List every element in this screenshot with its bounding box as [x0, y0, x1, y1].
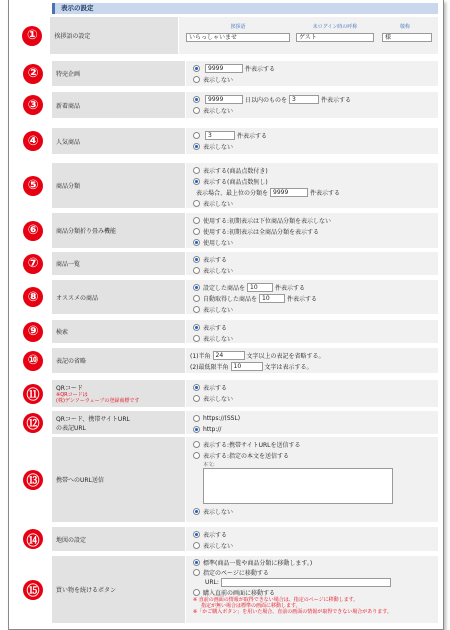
radio-show[interactable]	[193, 132, 200, 139]
radio-send-body[interactable]	[193, 452, 200, 459]
column-header: 挨拶語	[230, 24, 246, 30]
radio-standard[interactable]	[193, 559, 200, 566]
row-recommend: ⑧ オススメの商品 設定した商品を 10 件表示する 自動取得した商品を 10 件表示する 表示しない	[14, 280, 438, 315]
step-badge: ⑨	[23, 322, 43, 342]
label-new-items: 新着商品	[52, 92, 186, 118]
radio-http[interactable]	[193, 426, 200, 433]
count-input[interactable]: 9999	[205, 64, 243, 73]
radio-https[interactable]	[193, 415, 200, 422]
step-badge: ⑮	[23, 580, 43, 600]
min-length-input[interactable]: 10	[231, 362, 263, 371]
radio-show[interactable]	[193, 96, 200, 103]
row-special: ② 特売企画 9999 件表示する 表示しない	[14, 61, 438, 87]
column-header: 敬称	[399, 24, 410, 30]
step-badge: ①	[22, 26, 42, 46]
radio-manual[interactable]	[193, 284, 200, 291]
label-qr-url: QRコード、携帯サイトURL	[56, 415, 130, 423]
step-badge: ⑦	[23, 254, 43, 274]
radio-fold-hide-sub[interactable]	[193, 217, 200, 224]
step-badge: ⑪	[23, 384, 43, 404]
radio-hide[interactable]	[193, 200, 200, 207]
label-mobile-url: 携帯へのURL送信	[52, 437, 186, 522]
label-map: 地図の設定	[52, 527, 186, 551]
label-popular: 人気商品	[52, 128, 186, 154]
row-search: ⑨ 検索 表示する 表示しない	[14, 320, 438, 344]
label-search: 検索	[52, 320, 186, 343]
row-popular: ④ 人気商品 3 件表示する 表示しない	[14, 128, 438, 155]
label-recommend: オススメの商品	[52, 280, 186, 314]
top-category-count-input[interactable]: 9999	[270, 188, 308, 197]
page-title: 表示の設定	[52, 3, 438, 14]
count-input[interactable]: 3	[289, 95, 319, 104]
step-badge: ⑫	[23, 413, 43, 433]
radio-previous-page[interactable]	[193, 589, 200, 596]
note: ※ 直前の画面の情報が取得できない場合は、指定のページに移動します。	[193, 597, 359, 603]
radio-hide[interactable]	[193, 267, 200, 274]
trademark-note: (株)デンソーウェーブの登録商標です	[56, 398, 140, 404]
radio-hide[interactable]	[193, 335, 200, 342]
radio-send-url[interactable]	[193, 441, 200, 448]
step-badge: ⑥	[23, 221, 43, 241]
label-special: 特売企画	[52, 61, 186, 86]
abbrev-length-input[interactable]: 24	[213, 351, 245, 360]
label-category: 商品分類	[52, 163, 186, 208]
label-qrcode: QRコード	[56, 385, 83, 392]
label-product-list: 商品一覧	[52, 252, 186, 275]
row-qr-url: ⑫ QRコード、携帯サイトURL の表記URL https://(SSL) http://	[14, 411, 438, 435]
radio-show[interactable]	[193, 256, 200, 263]
row-map: ⑭ 地図の設定 表示する 表示しない	[14, 527, 438, 552]
row-product-list: ⑦ 商品一覧 表示する 表示しない	[14, 252, 438, 276]
count-input[interactable]: 3	[205, 131, 235, 140]
radio-show[interactable]	[193, 531, 200, 538]
label-greeting: 挨拶語の設定	[50, 17, 179, 54]
step-badge: ③	[23, 95, 43, 115]
row-continue-shopping: ⑮ 買い物を続けるボタン 標準(商品一覧や商品分類に移動します。) 指定のページに移動する URL: 購入直前の画面に移動する ※ 直前の画面の情報が取得できない場合は、指定のページに移動します。 指定が無い場合は標準の画面に移動します。 ※「かご購入ボタン」を用いた場合、直前の画面の情報が取得できない場合があります。	[14, 556, 438, 624]
step-badge: ⑤	[23, 176, 43, 196]
trademark-note: ※QRコードは	[56, 392, 88, 398]
honorific-input[interactable]: 様	[382, 33, 432, 42]
radio-fold-show-all[interactable]	[193, 228, 200, 235]
row-abbreviation: ⑩ 表記の省略 (1)半角 24 文字以上の表記を省略する。 (2)最低限半角 10 文字は表示する。	[14, 348, 438, 374]
row-new-items: ③ 新着商品 9999 日以内のものを 3 件表示する 表示しない	[14, 92, 438, 119]
column-header: 未ログイン時の呼称	[312, 24, 358, 30]
radio-hide[interactable]	[193, 542, 200, 549]
label-continue-shopping: 買い物を続けるボタン	[52, 556, 186, 623]
row-greeting	[14, 17, 438, 55]
radio-hide[interactable]	[193, 395, 200, 402]
note: 指定が無い場合は標準の画面に移動します。	[201, 603, 301, 609]
radio-hide[interactable]	[193, 143, 200, 150]
radio-show[interactable]	[193, 65, 200, 72]
row-mobile-url: ⑬ 携帯へのURL送信 表示する:携帯サイトURLを送信する 表示する:指定の本文を送信する 本文: 表示しない	[14, 437, 438, 523]
radio-hide[interactable]	[193, 508, 200, 515]
radio-show-without-count[interactable]	[193, 178, 200, 185]
step-badge: ⑩	[23, 351, 43, 371]
step-badge: ⑬	[23, 470, 43, 490]
radio-hide[interactable]	[193, 76, 200, 83]
url-input[interactable]	[221, 578, 391, 587]
step-badge: ⑧	[23, 287, 43, 307]
note: ※「かご購入ボタン」を用いた場合、直前の画面の情報が取得できない場合があります。	[193, 609, 392, 615]
radio-hide[interactable]	[193, 306, 200, 313]
radio-specified-page[interactable]	[193, 569, 200, 576]
greeting-word-input[interactable]: いらっしゃいませ	[186, 33, 290, 42]
row-qrcode: ⑪ QRコード ※QRコードは (株)デンソーウェーブの登録商標です 表示する 表示しない	[14, 380, 438, 408]
label-abbreviation: 表記の省略	[52, 348, 186, 373]
step-badge: ②	[23, 64, 43, 84]
days-input[interactable]: 9999	[205, 95, 243, 104]
auto-count-input[interactable]: 10	[259, 294, 285, 303]
label-qr-url-2: の表記URL	[56, 424, 86, 432]
row-category: ⑤ 商品分類 表示する(商品点数付き) 表示する(商品点数無し) 表示場合、最上位の分類を 9999 件表示する 表示しない	[14, 163, 438, 209]
label-category-fold: 商品分類折り畳み機能	[52, 213, 186, 248]
step-badge: ⑭	[23, 529, 43, 549]
radio-hide[interactable]	[193, 107, 200, 114]
step-badge: ④	[23, 131, 43, 151]
manual-count-input[interactable]: 10	[247, 283, 273, 292]
guest-name-input[interactable]: ゲスト	[296, 33, 374, 42]
body-textarea[interactable]	[203, 468, 393, 504]
radio-fold-off[interactable]	[193, 239, 200, 246]
radio-auto[interactable]	[193, 295, 200, 302]
row-category-fold: ⑥ 商品分類折り畳み機能 使用する:初期表示は下位商品分類を表示しない 使用する:初期表示は全商品分類を表示する 使用しない	[14, 213, 438, 249]
body-label: 本文:	[203, 462, 215, 468]
radio-show-with-count[interactable]	[193, 167, 200, 174]
radio-show[interactable]	[193, 384, 200, 391]
radio-show[interactable]	[193, 324, 200, 331]
